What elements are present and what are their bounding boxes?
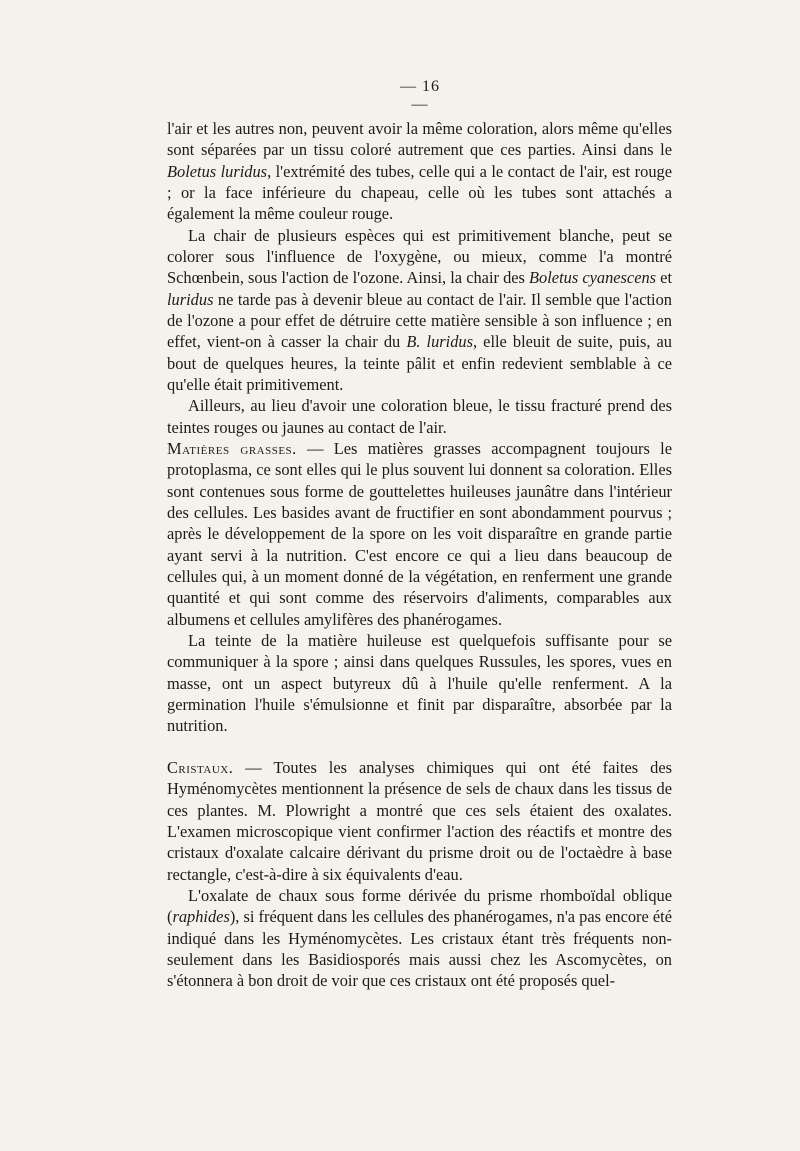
text-run: — Les matières grasses accompagnent toujours le protoplasma, ce sont elles qui le plus souvent lui donnent sa coloration. Elles sont contenues sous forme de gouttelettes huileuses jaunâtre dans l'intérieur des cellules. Les basides avant de fructifier en sont abondamment pourvus ; après le développement de la spore on les voit disparaître en grande partie ayant servi à la nutrition. C'est encore ce qui a lieu dans beaucoup de cellules qui, à un moment donné de la végétation, en renferment une grande quantité et qui sont comme des réservoirs d'aliments, comparables aux albumens et cellules amylifères des phanérogames. xyxy=(167,439,672,629)
species-name: Boletus luridus xyxy=(167,161,268,181)
paragraph xyxy=(167,757,672,885)
section-heading: Cristaux. xyxy=(167,758,234,777)
page-number: — 16 — xyxy=(400,78,440,113)
text-run: l'air et les autres non, peuvent avoir la même coloration, alors même qu'elles sont séparées par un tissu coloré autrement que ces parties. Ainsi dans le xyxy=(167,119,672,160)
text-run: , elle bleuit de suite, puis, au bout de quelques heures, la teinte pâlit et enfin redevient semblable à ce qu'elle était primitivement. xyxy=(167,332,672,395)
paragraph xyxy=(167,438,672,630)
species-name: B. luridus xyxy=(406,332,473,352)
text-run: ne tarde pas à devenir bleue au contact de l'air. Il semble que l'action de l'ozone a pour effet de détruire cette matière sensible à son influence ; en effet, vient-on à casser la chair du xyxy=(167,289,672,352)
text-block-cristaux xyxy=(167,757,672,992)
text-run: et xyxy=(656,268,672,288)
paragraph: La teinte de la matière huileuse est quelquefois suffisante pour se communiquer à la spore ; ainsi dans quelques Russules, les spores, vues en masse, ont un aspect butyreux dû à l'huile qu'elle renferment. A la germination l'huile s'émulsionne et finit par disparaître, absorbée par la nutrition. xyxy=(167,631,672,736)
paragraph xyxy=(167,885,672,992)
paragraph xyxy=(167,225,672,396)
text-run: L'oxalate de chaux sous forme dérivée du prisme rhomboïdal oblique ( xyxy=(167,886,672,927)
paragraph: Ailleurs, au lieu d'avoir une coloration bleue, le tissu fracturé prend des teintes rouges ou jaunes au contact de l'air. xyxy=(167,396,672,437)
section-heading: Matières grasses. xyxy=(167,439,297,458)
paragraph xyxy=(167,118,672,225)
text-block-coloration xyxy=(167,118,672,438)
text-run: — Toutes les analyses chimiques qui ont été faites des Hyménomycètes mentionnent la présence de sels de chaux dans les tissus de ces plantes. M. Plowright a montré que ces sels étaient des oxalates. L'examen microscopique vient confirmer l'action des réactifs et montre des cristaux d'oxalate calcaire dérivant du prisme droit ou de l'octaèdre à base rectangle, c'est-à-dire à six équivalents d'eau. xyxy=(167,758,672,884)
species-name: Boletus cyanescens xyxy=(529,268,657,288)
italic-term: raphides xyxy=(172,907,230,927)
text-run: , l'extrémité des tubes, celle qui a le contact de l'air, est rouge ; or la face inférieure du chapeau, celle où les tubes sont attachés a également la même couleur rouge. xyxy=(167,161,672,224)
text-run: ), si fréquent dans les cellules des phanérogames, n'a pas encore été indiqué dans les Hyménomycètes. Les cristaux étant très fréquents non-seulement dans les Basidiosporés mais aussi chez les Ascomycètes, on s'étonnera à bon droit de voir que ces cristaux ont été proposés quel- xyxy=(167,907,672,991)
text-block-matieres-grasses xyxy=(167,438,672,737)
species-name: luridus xyxy=(167,289,214,309)
text-run: La chair de plusieurs espèces qui est primitivement blanche, peut se colorer sous l'influence de l'oxygène, ou mieux, comme l'a montré Schœnbein, sous l'action de l'ozone. Ainsi, la chair des xyxy=(167,225,672,288)
